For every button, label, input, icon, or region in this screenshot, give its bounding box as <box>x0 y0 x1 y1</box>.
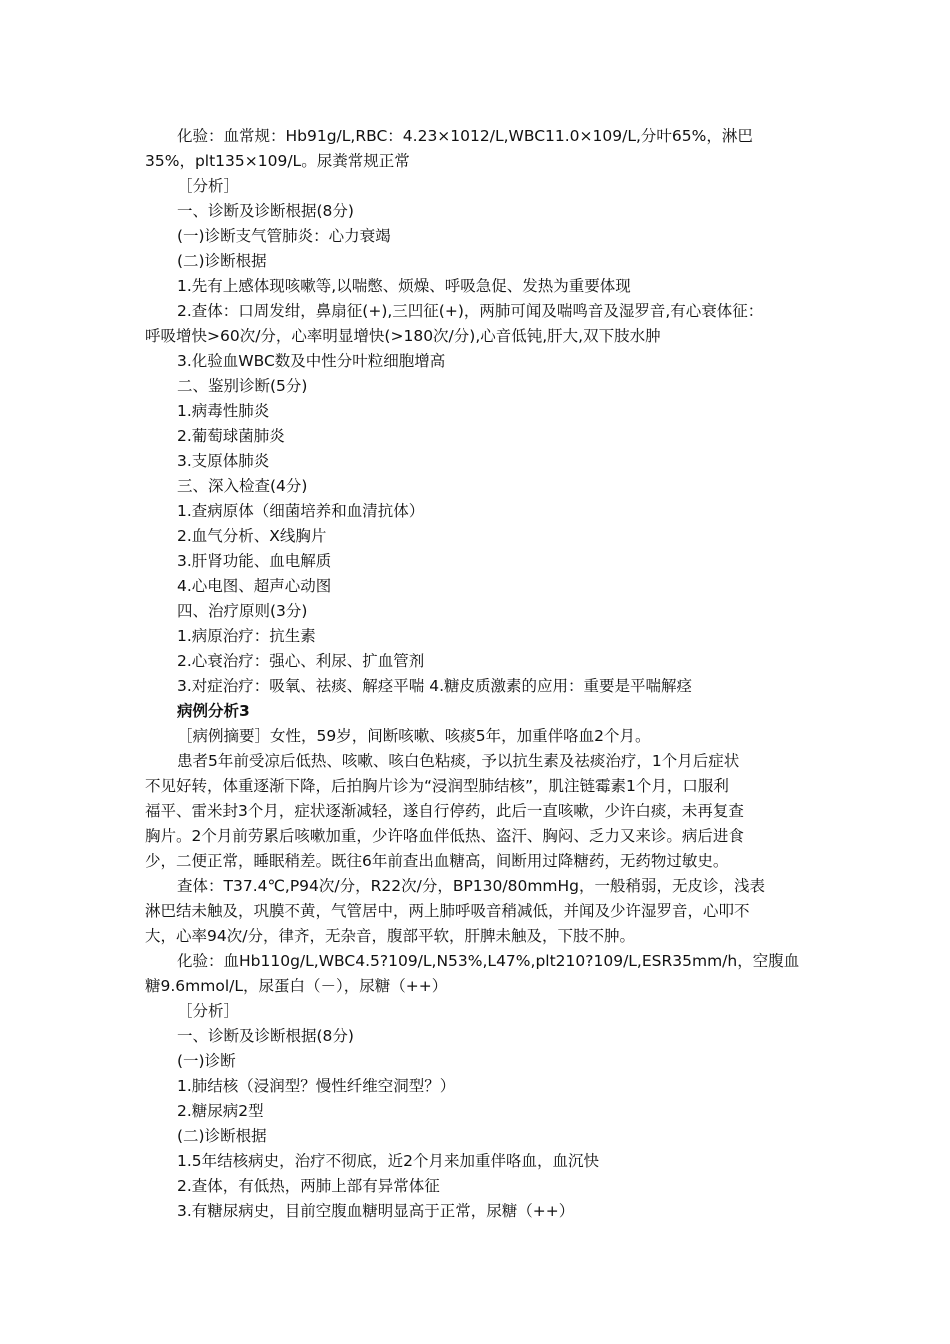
text-line: 化验：血常规：Hb91g/L,RBC：4.23×1012/L,WBC11.0×109/L,分叶65%，淋巴 <box>177 127 753 145</box>
text-line: 2.心衰治疗：强心、利尿、扩血管剂 <box>177 652 425 670</box>
text-line: 1.病毒性肺炎 <box>177 402 270 420</box>
section-heading: 病例分析3 <box>177 702 250 720</box>
text-line: 化验：血Hb110g/L,WBC4.5?109/L,N53%,L47%,plt210?109/L,ESR35mm/h，空腹血 <box>177 952 800 970</box>
text-line: 1.病原治疗：抗生素 <box>177 627 316 645</box>
text-line: 查体：T37.4℃,P94次/分，R22次/分，BP130/80mmHg，一般稍弱，无皮诊，浅表 <box>177 877 766 895</box>
text-line: 一、诊断及诊断根据(8分) <box>177 202 354 220</box>
text-line: 胸片。2个月前劳累后咳嗽加重，少许咯血伴低热、盗汗、胸闷、乏力又来诊。病后进食 <box>145 827 744 845</box>
document-body <box>145 124 810 1224</box>
text-line: 2.查体：口周发绀，鼻扇征(+),三凹征(+)，两肺可闻及喘鸣音及湿罗音,有心衰体征： <box>177 302 764 320</box>
text-line: 少，二便正常，睡眠稍差。既往6年前查出血糖高，间断用过降糖药，无药物过敏史。 <box>145 852 729 870</box>
text-line: 福平、雷米封3个月，症状逐渐减轻，遂自行停药，此后一直咳嗽，少许白痰，未再复查 <box>145 802 744 820</box>
text-line: (一)诊断 <box>177 1052 236 1070</box>
text-line: 3.支原体肺炎 <box>177 452 270 470</box>
text-line: 35%，plt135×109/L。尿粪常规正常 <box>145 152 410 170</box>
text-line: 淋巴结未触及，巩膜不黄，气管居中，两上肺呼吸音稍减低，并闻及少许湿罗音，心叩不 <box>145 902 750 920</box>
text-line: 3.肝肾功能、血电解质 <box>177 552 332 570</box>
text-line: ［分析］ <box>177 177 240 195</box>
text-line: (二)诊断根据 <box>177 1127 267 1145</box>
text-line: ［病例摘要］女性，59岁，间断咳嗽、咳痰5年，加重伴咯血2个月。 <box>177 727 651 745</box>
text-line: (二)诊断根据 <box>177 252 267 270</box>
text-line: 一、诊断及诊断根据(8分) <box>177 1027 354 1045</box>
text-line: ［分析］ <box>177 1002 240 1020</box>
text-line: 1.先有上感体现咳嗽等,以喘憋、烦燥、呼吸急促、发热为重要体现 <box>177 277 631 295</box>
text-line: 3.对症治疗：吸氧、祛痰、解痉平喘 4.糖皮质激素的应用：重要是平喘解痉 <box>177 677 693 695</box>
text-line: 2.查体，有低热，两肺上部有异常体征 <box>177 1177 440 1195</box>
text-line: 糖9.6mmol/L，尿蛋白（－），尿糖（++） <box>145 977 448 995</box>
text-line: 不见好转，体重逐渐下降，后拍胸片诊为“浸润型肺结核”，肌注链霉素1个月，口服利 <box>145 777 729 795</box>
text-line: 3.化验血WBC数及中性分叶粒细胞增高 <box>177 352 446 370</box>
text-line: 二、鉴别诊断(5分) <box>177 377 308 395</box>
text-line: 2.糖尿病2型 <box>177 1102 264 1120</box>
text-line: 呼吸增快>60次/分，心率明显增快(>180次/分),心音低钝,肝大,双下肢水肿 <box>145 327 661 345</box>
text-line: 1.5年结核病史，治疗不彻底，近2个月来加重伴咯血，血沉快 <box>177 1152 600 1170</box>
text-line: (一)诊断支气管肺炎：心力衰竭 <box>177 227 391 245</box>
text-line: 3.有糖尿病史，目前空腹血糖明显高于正常，尿糖（++） <box>177 1202 575 1220</box>
text-line: 大，心率94次/分，律齐，无杂音，腹部平软，肝脾未触及，下肢不肿。 <box>145 927 635 945</box>
text-line: 1.肺结核（浸润型？慢性纤维空洞型？） <box>177 1077 456 1095</box>
text-line: 三、深入检查(4分) <box>177 477 308 495</box>
text-line: 1.查病原体（细菌培养和血清抗体） <box>177 502 425 520</box>
text-line: 2.血气分析、X线胸片 <box>177 527 327 545</box>
text-line: 四、治疗原则(3分) <box>177 602 308 620</box>
text-line: 2.葡萄球菌肺炎 <box>177 427 285 445</box>
text-line: 患者5年前受凉后低热、咳嗽、咳白色粘痰，予以抗生素及祛痰治疗，1个月后症状 <box>177 752 740 770</box>
text-line: 4.心电图、超声心动图 <box>177 577 332 595</box>
